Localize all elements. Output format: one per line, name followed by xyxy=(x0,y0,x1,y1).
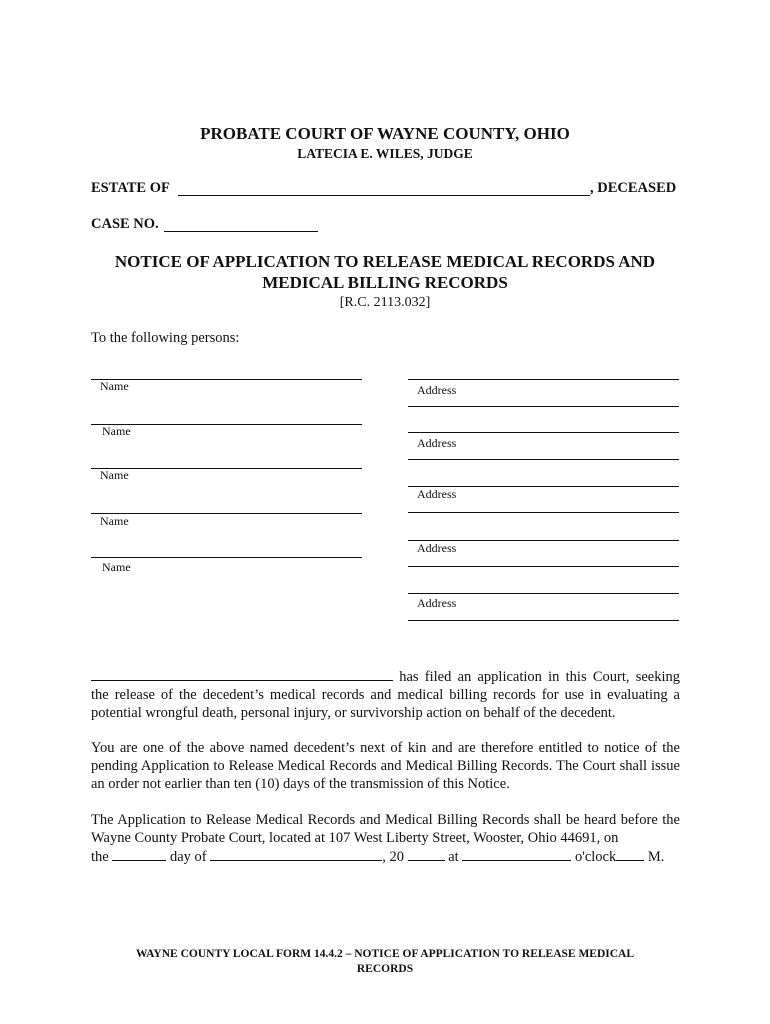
case-no-field[interactable] xyxy=(164,231,318,232)
deceased-label: , DECEASED xyxy=(590,180,677,196)
hearing-text: The Application to Release Medical Records and Medical Billing Records shall be heard before the Wayne County Probate Court, located at 107 West Liberty Street, Wooster, Ohio 44691, on xyxy=(91,812,680,846)
paragraph-hearing xyxy=(91,811,680,847)
address-label: Address xyxy=(417,383,457,397)
hearing-month-field[interactable] xyxy=(210,847,382,861)
estate-name-field[interactable] xyxy=(178,195,590,196)
judge-name: LATECIA E. WILES, JUDGE xyxy=(297,146,473,161)
address-label: Address xyxy=(417,436,457,450)
paragraph-next-of-kin: You are one of the above named decedent’s next of kin and are therefore entitled to notice of the pending Application to Release Medical Records and Medical Billing Records. The Court shall issue an order not earlier than ten (10) days of the transmission of this Notice. xyxy=(91,740,680,792)
address-label: Address xyxy=(417,487,457,501)
name-label: Name xyxy=(102,560,131,574)
intro-text: To the following persons: xyxy=(91,330,240,346)
am-pm-field[interactable] xyxy=(616,847,644,861)
footer-form-line1: WAYNE COUNTY LOCAL FORM 14.4.2 – NOTICE OF APPLICATION TO RELEASE MEDICAL xyxy=(135,948,635,960)
statute-reference: [R.C. 2113.032] xyxy=(339,295,431,310)
estate-label: ESTATE OF xyxy=(91,180,170,196)
year-prefix-text: , 20 xyxy=(382,849,404,865)
m-text: M. xyxy=(647,849,665,865)
hearing-time-field[interactable] xyxy=(462,847,571,861)
name-label: Name xyxy=(102,424,131,438)
footer-form-line2: RECORDS xyxy=(356,963,414,975)
day-of-text: day of xyxy=(169,849,207,865)
hearing-date-line xyxy=(91,847,681,866)
oclock-text: o'clock xyxy=(574,849,617,865)
paragraph-application xyxy=(91,667,680,722)
hearing-year-field[interactable] xyxy=(408,847,445,861)
notice-title-line1: NOTICE OF APPLICATION TO RELEASE MEDICAL RECORDS AND xyxy=(114,252,656,271)
hearing-day-field[interactable] xyxy=(112,847,166,861)
paragraph-application-text: has filed an application in this Court, seeking the release of the decedent’s medical records and medical billing records for use in evaluating a potential wrongful death, personal injury, or survivorship action on behalf of the decedent. xyxy=(91,669,681,721)
name-label: Name xyxy=(100,468,129,482)
the-text: the xyxy=(91,849,109,865)
applicant-name-field[interactable] xyxy=(91,667,393,681)
notice-title-line2: MEDICAL BILLING RECORDS xyxy=(262,273,508,292)
address-label: Address xyxy=(417,596,457,610)
name-label: Name xyxy=(100,379,129,393)
address-label: Address xyxy=(417,541,457,555)
at-text: at xyxy=(448,849,459,865)
court-title: PROBATE COURT OF WAYNE COUNTY, OHIO xyxy=(200,124,570,143)
case-no-label: CASE NO. xyxy=(91,216,159,232)
name-label: Name xyxy=(100,514,129,528)
